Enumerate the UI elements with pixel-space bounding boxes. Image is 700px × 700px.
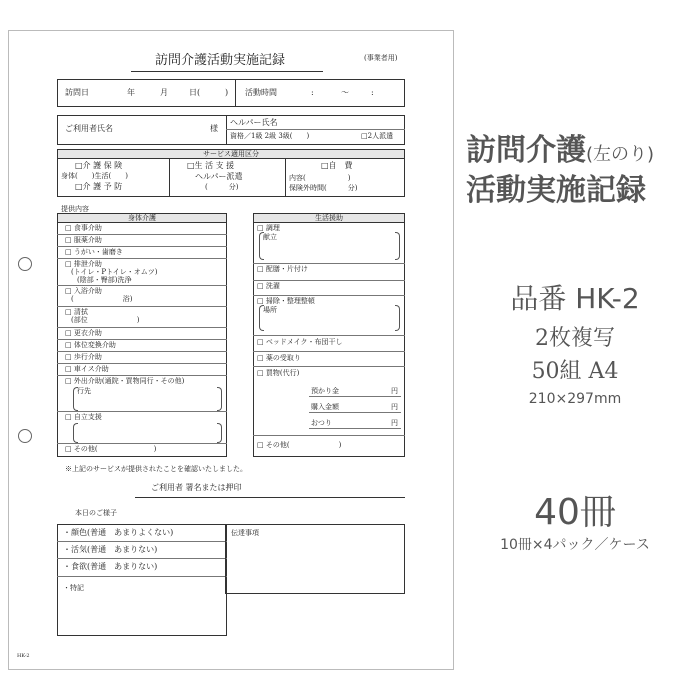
signature-label: ご利用者 署名または押印: [151, 483, 242, 492]
notes-label: 伝達事項: [231, 529, 259, 537]
product-number: 品番 HK-2: [510, 282, 640, 315]
product-size: 210×297mm: [528, 391, 622, 407]
form-title: 訪問介護活動実施記録: [155, 53, 286, 68]
product-count-detail: 10冊×4パック／ケース: [500, 537, 650, 553]
confirm-note: ※上記のサービスが提供されたことを確認いたしました。: [65, 465, 247, 473]
punch-hole-bottom: [18, 429, 32, 443]
visit-date-label: 訪問日: [65, 88, 89, 97]
helper-name-label: ヘルパー氏名: [230, 118, 278, 127]
visit-row: [57, 79, 405, 107]
today-label: 本日のご様子: [75, 509, 117, 517]
product-title-1: 訪問介護(左のり): [466, 133, 655, 168]
user-name-label: ご利用者氏名: [65, 124, 113, 133]
service-content-label: 提供内容: [61, 205, 89, 213]
form-subtitle: (事業者用): [364, 54, 398, 62]
punch-hole-top: [18, 257, 32, 271]
product-count: 40冊: [534, 492, 616, 533]
product-sets: 50組 A4: [531, 359, 619, 384]
product-title-2: 活動実施記録: [466, 173, 646, 208]
form-sheet: 訪問介護活動実施記録 (事業者用) 訪問日 年 月 日( ) 活動時間 : 〜 : ご利用者氏名 様 ヘルパー氏名 資格／1級 2級 3級( ) □2人派遣 サービス適用区分 □介 護 保 険 身体( )生活( ) □介 護 予 防 □生 活 支 援 ヘルパー派遣 ( 分) □自 費 内容( ) 保険外時間( 分) 提供内容 身体介護 □ 食事介助 □ 服薬介助 □ うがい・歯磨き □ 排泄介助 (トイレ・Pトイレ・オムツ) (陰部・臀部)洗浄 □ 入浴介助 ( 浴) □ 清拭 (部位 ) □ 更衣介助 □ 体位変換介助 □ 歩行介助 □ 車イス介助 □ 外出介助(通院・買物同行・その他) 行先 □ 自立支援 □ その他( ) 生活援助 □ 調理 献立 □ 配膳・片付け □ 洗濯 □ 掃除・整理整頓 場所 □ ベッドメイク・布団干し □ 薬の受取り □ 買物(代行) 預かり金 円 購入金額 円 おつり 円 □ その他( ) ※上記のサービスが提供されたことを確認いたしました。 ご利用者 署名または押印 本日のご様子 ・顔色(普通 あまりよくない) ・活気(普通 あまりない) ・食欲(普通 あまりない) ・特記 伝達事項 HK-2: [8, 30, 454, 670]
form-code: HK-2: [17, 653, 30, 659]
activity-time-label: 活動時間: [245, 88, 277, 97]
product-copies: 2枚複写: [535, 326, 615, 351]
